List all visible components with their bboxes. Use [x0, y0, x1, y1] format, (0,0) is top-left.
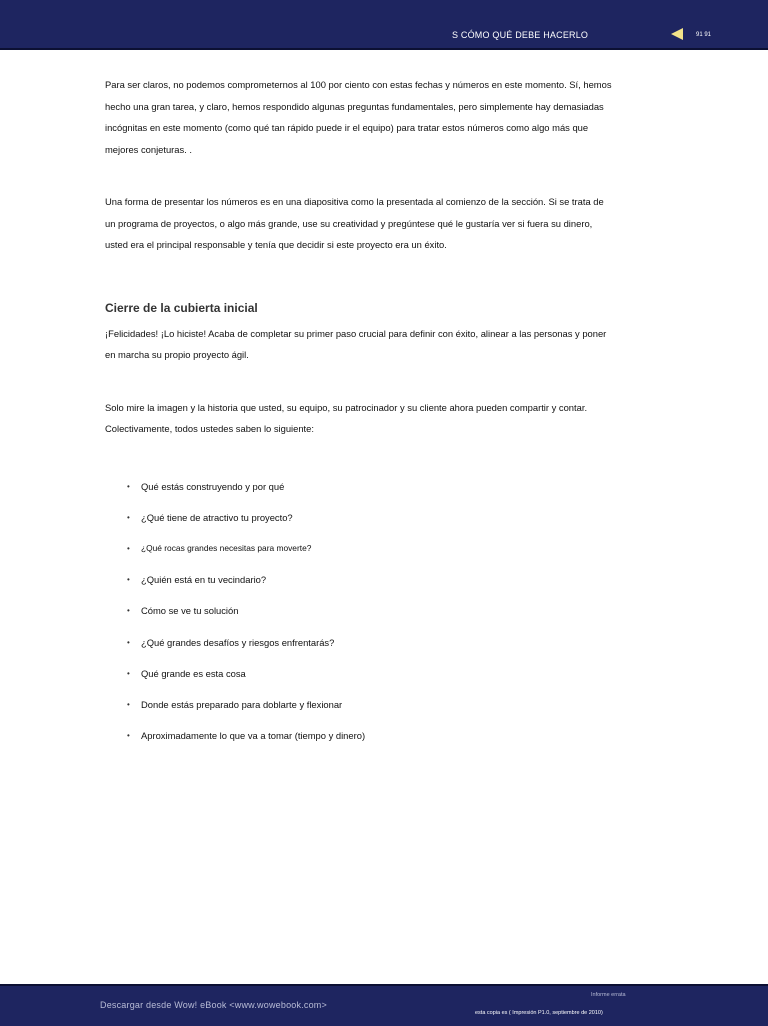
list-item-text: ¿Qué rocas grandes necesitas para moverte? [141, 542, 312, 553]
list-item [127, 720, 615, 751]
bullet-list [105, 471, 615, 752]
list-item-text: ¿Qué tiene de atractivo tu proyecto? [141, 511, 293, 523]
header-bar [0, 0, 768, 50]
print-info: esta copia es ( Impresión P1.0, septiembre de 2010) [475, 1010, 603, 1016]
bullet-icon: • [127, 512, 130, 522]
list-item [127, 471, 615, 502]
list-item-text: Aproximadamente lo que va a tomar (tiempo y dinero) [141, 730, 366, 742]
paragraph-3: ¡Felicidades! ¡Lo hiciste! Acaba de completar su primer paso crucial para definir con éxito, alinear a las personas y poner en marcha su propio proyecto ágil. [105, 327, 607, 360]
bullet-icon: • [127, 731, 130, 741]
list-item-text: Qué estás construyendo y por qué [141, 480, 285, 492]
download-link[interactable]: Descargar desde Wow! eBook <www.wowebook.com> [100, 1000, 327, 1010]
bullet-icon: • [127, 668, 130, 678]
list-item [127, 689, 615, 720]
paragraph-2: Una forma de presentar los números es en una diapositiva como la presentada al comienzo de la sección. Si se trata de un programa de proyectos, o algo más grande, use su creatividad y pregúntese qué le gustaría ver si fuera su dinero, usted era el principal responsable y tenía que decidir si este proyecto era un éxito. [105, 196, 604, 250]
list-item [127, 564, 615, 595]
bullet-icon: • [127, 699, 130, 709]
footer-bar [0, 984, 768, 1026]
chapter-title: S CÓMO QUÉ DEBE HACERLO [452, 30, 589, 40]
bullet-icon: • [127, 543, 130, 553]
bullet-icon: • [127, 575, 130, 585]
page-content [105, 74, 615, 751]
bullet-icon: • [127, 606, 130, 616]
list-item [127, 595, 615, 626]
back-arrow-icon[interactable] [671, 28, 683, 40]
list-item-text: Cómo se ve tu solución [141, 605, 239, 617]
page-number: 91 91 [696, 32, 712, 38]
list-item [127, 627, 615, 658]
list-item-text: ¿Quién está en tu vecindario? [141, 574, 267, 586]
paragraph-1: Para ser claros, no podemos comprometernos al 100 por ciento con estas fechas y números en este momento. Sí, hemos hecho una gran tarea, y claro, hemos respondido algunas preguntas fundamentales, pero simplemente hay demasiadas incógnitas en este momento (como qué tan rápido puede ir el equipo) para tratar estos números como algo más que mejores conjeturas. . [105, 79, 612, 155]
list-item-text: Qué grande es esta cosa [141, 667, 246, 679]
list-item-text: Donde estás preparado para doblarte y flexionar [141, 698, 343, 710]
list-item-text: ¿Qué grandes desafíos y riesgos enfrentarás? [141, 636, 335, 648]
paragraph-4: Solo mire la imagen y la historia que usted, su equipo, su patrocinador y su cliente ahora pueden compartir y contar. Colectivamente, todos ustedes saben lo siguiente: [105, 401, 588, 434]
section-heading: Cierre de la cubierta inicial [105, 300, 258, 315]
list-item [127, 533, 615, 564]
list-item [127, 658, 615, 689]
list-item [127, 502, 615, 533]
report-errata-link[interactable]: Informe errata [591, 992, 626, 998]
bullet-icon: • [127, 637, 130, 647]
bullet-icon: • [127, 481, 130, 491]
